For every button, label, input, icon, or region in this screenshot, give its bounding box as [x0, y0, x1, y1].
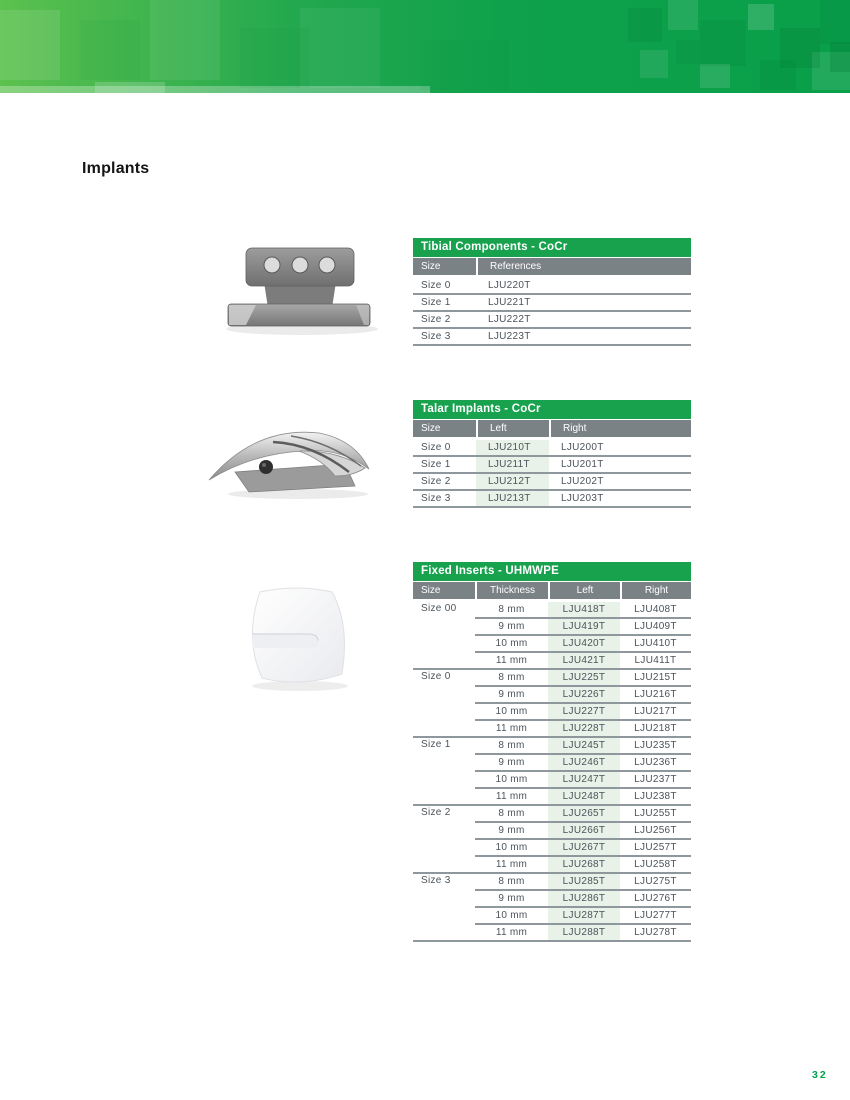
- table-row: [475, 619, 691, 634]
- thickness-cell: 8 mm: [498, 808, 525, 819]
- thickness-cell: 10 mm: [495, 706, 528, 717]
- left-ref-cell: LJU228T: [562, 723, 606, 734]
- right-ref-cell: LJU216T: [634, 689, 677, 700]
- thickness-cell: 9 mm: [498, 689, 525, 700]
- table-row: [475, 602, 691, 617]
- right-ref-cell: LJU217T: [634, 706, 677, 717]
- table-header-row: [413, 258, 691, 275]
- reference-cell: LJU220T: [488, 280, 531, 291]
- left-ref-cell: LJU246T: [562, 757, 606, 768]
- reference-cell: LJU222T: [488, 314, 531, 325]
- column-header-size: Size: [413, 420, 476, 437]
- table-row: [475, 653, 691, 668]
- thickness-cell: 10 mm: [495, 842, 528, 853]
- left-ref-cell: LJU248T: [562, 791, 606, 802]
- column-header-right: Right: [620, 582, 691, 599]
- left-ref-cell: LJU421T: [562, 655, 606, 666]
- size-group: [413, 738, 691, 804]
- size-cell: Size 3: [421, 493, 451, 504]
- right-ref-cell: LJU235T: [634, 740, 677, 751]
- left-ref-cell: LJU247T: [562, 774, 606, 785]
- table-row: [475, 891, 691, 906]
- fixed-insert-image: [238, 582, 358, 694]
- left-ref-cell: LJU268T: [562, 859, 606, 870]
- thickness-cell: 8 mm: [498, 672, 525, 683]
- row-separator: [475, 821, 691, 823]
- table-title: Tibial Components - CoCr: [413, 238, 691, 257]
- table-row: [475, 908, 691, 923]
- thickness-cell: 10 mm: [495, 774, 528, 785]
- column-header-thickness: Thickness: [475, 582, 548, 599]
- thickness-cell: 8 mm: [498, 876, 525, 887]
- thickness-cell: 9 mm: [498, 621, 525, 632]
- left-ref-cell: LJU288T: [562, 927, 606, 938]
- table-row: [475, 704, 691, 719]
- table-row: [475, 738, 691, 753]
- right-ref-cell: LJU408T: [634, 604, 677, 615]
- thickness-cell: 11 mm: [495, 859, 528, 870]
- left-ref-cell: LJU287T: [562, 910, 606, 921]
- talar-implant-photo: [203, 420, 378, 505]
- thickness-cell: 9 mm: [498, 757, 525, 768]
- size-cell: Size 0: [421, 671, 451, 682]
- row-separator: [475, 889, 691, 891]
- right-ref-cell: LJU411T: [634, 655, 677, 666]
- size-group: [413, 602, 691, 668]
- talar-implants-table: [413, 400, 691, 508]
- column-header-left: Left: [548, 582, 620, 599]
- table-row: [475, 874, 691, 889]
- size-cell: Size 0: [421, 280, 451, 291]
- page-title: Implants: [82, 160, 150, 177]
- table-bottom-rule: [413, 506, 691, 508]
- table-row: [413, 278, 691, 293]
- left-ref-cell: LJU267T: [562, 842, 606, 853]
- right-ref-cell: LJU276T: [634, 893, 677, 904]
- tibial-component-photo: [216, 238, 381, 343]
- right-ref-cell: LJU202T: [561, 476, 604, 487]
- table-row: [475, 857, 691, 872]
- left-ref-cell: LJU226T: [562, 689, 606, 700]
- thickness-cell: 11 mm: [495, 791, 528, 802]
- right-ref-cell: LJU258T: [634, 859, 677, 870]
- row-separator: [475, 719, 691, 721]
- row-separator: [475, 906, 691, 908]
- size-cell: Size 2: [421, 807, 451, 818]
- thickness-cell: 11 mm: [495, 723, 528, 734]
- table-row: [475, 925, 691, 940]
- table-body: [413, 278, 691, 346]
- size-cell: Size 3: [421, 331, 451, 342]
- column-header-right: Right: [549, 420, 691, 437]
- table-header-row: [413, 420, 691, 437]
- right-ref-cell: LJU275T: [634, 876, 677, 887]
- thickness-cell: 10 mm: [495, 638, 528, 649]
- size-group: [413, 670, 691, 736]
- thickness-cell: 9 mm: [498, 825, 525, 836]
- row-separator: [475, 753, 691, 755]
- left-ref-cell: LJU265T: [562, 808, 606, 819]
- size-cell: Size 2: [421, 314, 451, 325]
- table-row: [475, 755, 691, 770]
- table-row: [413, 440, 691, 455]
- right-ref-cell: LJU255T: [634, 808, 677, 819]
- size-group: [413, 806, 691, 872]
- row-separator: [475, 923, 691, 925]
- left-ref-cell: LJU245T: [562, 740, 606, 751]
- row-separator: [475, 617, 691, 619]
- size-group: [413, 874, 691, 940]
- right-ref-cell: LJU409T: [634, 621, 677, 632]
- table-title: Talar Implants - CoCr: [413, 400, 691, 419]
- left-ref-cell: LJU266T: [562, 825, 606, 836]
- row-separator: [475, 838, 691, 840]
- left-ref-cell: LJU418T: [562, 604, 606, 615]
- table-row: [413, 312, 691, 327]
- right-ref-cell: LJU410T: [634, 638, 677, 649]
- left-ref-cell: LJU286T: [562, 893, 606, 904]
- reference-cell: LJU223T: [488, 331, 531, 342]
- table-row: [475, 789, 691, 804]
- row-separator: [475, 855, 691, 857]
- column-header-size: Size: [413, 258, 476, 275]
- right-ref-cell: LJU256T: [634, 825, 677, 836]
- table-header-row: [413, 582, 691, 599]
- table-body: [413, 440, 691, 508]
- row-separator: [475, 634, 691, 636]
- left-ref-cell: LJU420T: [562, 638, 606, 649]
- header-banner: [0, 0, 850, 93]
- table-title: Fixed Inserts - UHMWPE: [413, 562, 691, 581]
- table-row: [475, 670, 691, 685]
- table-row: [475, 721, 691, 736]
- table-row: [475, 636, 691, 651]
- left-ref-cell: LJU210T: [488, 442, 531, 453]
- table-row: [413, 329, 691, 344]
- table-bottom-rule: [413, 344, 691, 346]
- right-ref-cell: LJU203T: [561, 493, 604, 504]
- left-ref-cell: LJU419T: [562, 621, 606, 632]
- row-separator: [475, 787, 691, 789]
- talar-implant-image: [203, 420, 378, 500]
- table-row: [413, 491, 691, 506]
- right-ref-cell: LJU218T: [634, 723, 677, 734]
- size-cell: Size 0: [421, 442, 451, 453]
- table-row: [475, 687, 691, 702]
- table-row: [413, 295, 691, 310]
- column-header-references: References: [476, 258, 691, 275]
- row-separator: [475, 702, 691, 704]
- column-header-left: Left: [476, 420, 549, 437]
- fixed-insert-photo: [238, 582, 358, 699]
- tibial-components-table: [413, 238, 691, 346]
- thickness-cell: 8 mm: [498, 740, 525, 751]
- row-separator: [475, 770, 691, 772]
- table-body: [413, 602, 691, 942]
- right-ref-cell: LJU215T: [634, 672, 677, 683]
- right-ref-cell: LJU237T: [634, 774, 677, 785]
- row-separator: [475, 685, 691, 687]
- right-ref-cell: LJU200T: [561, 442, 604, 453]
- right-ref-cell: LJU238T: [634, 791, 677, 802]
- size-cell: Size 00: [421, 603, 457, 614]
- right-ref-cell: LJU278T: [634, 927, 677, 938]
- banner-mosaic-graphic: [0, 0, 850, 93]
- table-row: [475, 823, 691, 838]
- right-ref-cell: LJU201T: [561, 459, 604, 470]
- left-ref-cell: LJU285T: [562, 876, 606, 887]
- thickness-cell: 11 mm: [495, 927, 528, 938]
- thickness-cell: 10 mm: [495, 910, 528, 921]
- table-row: [413, 457, 691, 472]
- left-ref-cell: LJU212T: [488, 476, 531, 487]
- fixed-inserts-table: [413, 562, 691, 942]
- left-ref-cell: LJU227T: [562, 706, 606, 717]
- right-ref-cell: LJU236T: [634, 757, 677, 768]
- page-number: 32: [812, 1069, 828, 1081]
- table-row: [475, 806, 691, 821]
- size-cell: Size 1: [421, 739, 451, 750]
- table-bottom-rule: [413, 940, 691, 942]
- reference-cell: LJU221T: [488, 297, 531, 308]
- size-cell: Size 1: [421, 297, 451, 308]
- thickness-cell: 9 mm: [498, 893, 525, 904]
- right-ref-cell: LJU277T: [634, 910, 677, 921]
- left-ref-cell: LJU225T: [562, 672, 606, 683]
- thickness-cell: 11 mm: [495, 655, 528, 666]
- thickness-cell: 8 mm: [498, 604, 525, 615]
- table-row: [413, 474, 691, 489]
- tibial-component-image: [216, 238, 381, 338]
- table-row: [475, 772, 691, 787]
- right-ref-cell: LJU257T: [634, 842, 677, 853]
- left-ref-cell: LJU211T: [488, 459, 530, 470]
- row-separator: [475, 651, 691, 653]
- left-ref-cell: LJU213T: [488, 493, 531, 504]
- table-row: [475, 840, 691, 855]
- size-cell: Size 2: [421, 476, 451, 487]
- size-cell: Size 1: [421, 459, 451, 470]
- size-cell: Size 3: [421, 875, 451, 886]
- column-header-size: Size: [413, 582, 475, 599]
